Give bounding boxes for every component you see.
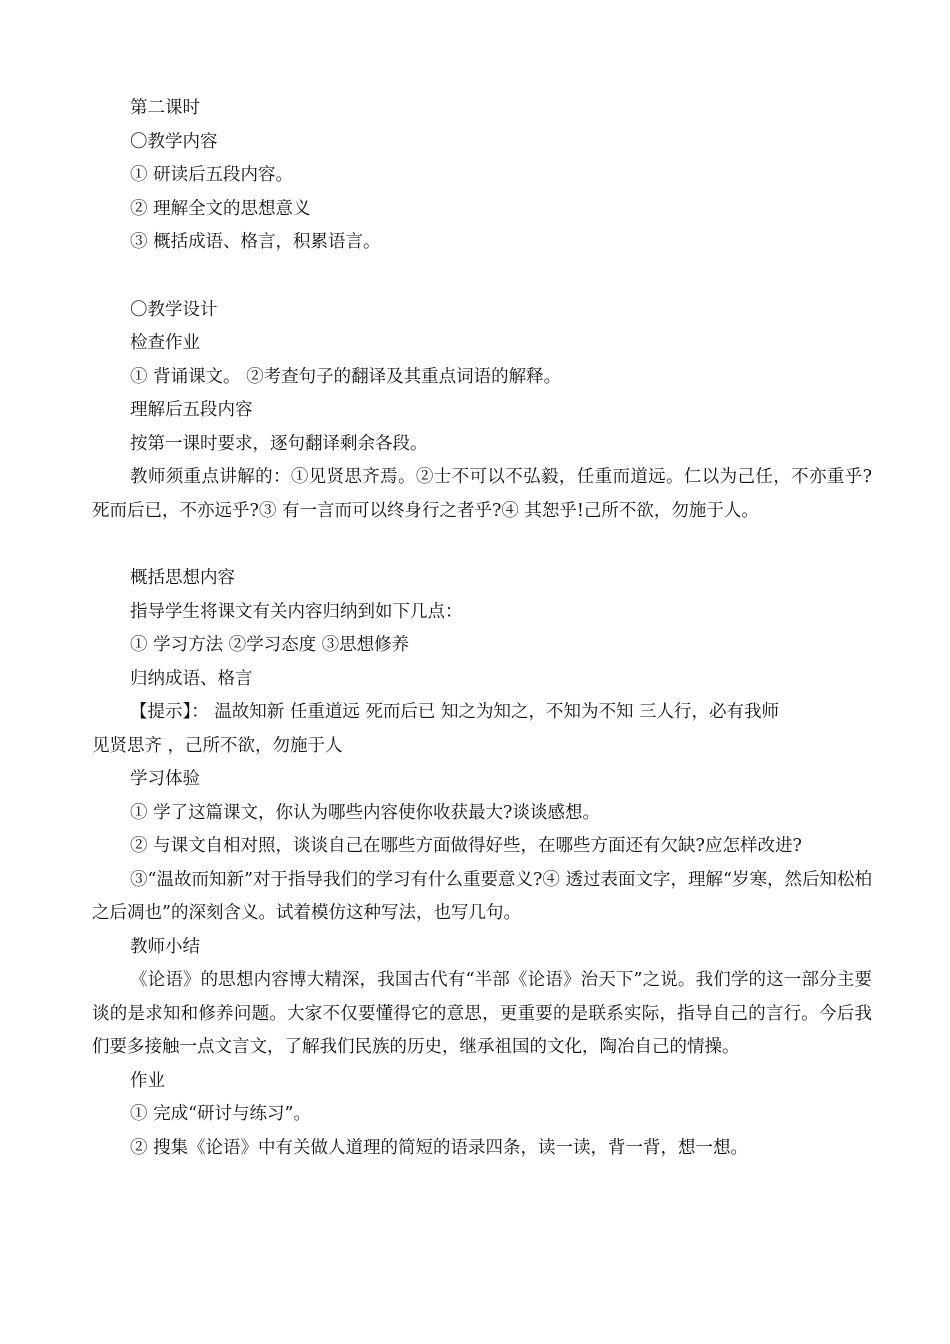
summary-heading: 概括思想内容 bbox=[130, 568, 235, 588]
experience-heading: 学习体验 bbox=[130, 769, 200, 789]
experience-item-paragraph: ③“温故而知新”对于指导我们的学习有什么重要意义?④ 透过表面文字，理解“岁寒，然后知松柏之后凋也”的深刻含义。试着模仿这种写法，也写几句。 bbox=[92, 869, 872, 923]
homework-item: ② 搜集《论语》中有关做人道理的简短的语录四条，读一读，背一背，想一想。 bbox=[130, 1137, 749, 1158]
conclusion-heading: 教师小结 bbox=[130, 936, 200, 957]
document-page bbox=[92, 92, 872, 1165]
teacher-explain-paragraph: 教师须重点讲解的：①见贤思齐焉。②士不可以不弘毅，任重而道远。仁以为己任，不亦重乎?死而后已，不亦远乎?③ 有一言而可以终身行之者乎?④ 其恕乎!己所不欲，勿施于人。 bbox=[92, 467, 872, 521]
check-heading: 检查作业 bbox=[130, 333, 200, 353]
summary-line: 指导学生将课文有关内容归纳到如下几点： bbox=[130, 601, 463, 622]
understand-heading: 理解后五段内容 bbox=[130, 400, 253, 420]
lesson-title: 第二课时 bbox=[130, 98, 200, 118]
spacer bbox=[92, 260, 872, 294]
content-item: ③ 概括成语、格言，积累语言。 bbox=[130, 232, 381, 252]
understand-line: 按第一课时要求，逐句翻译剩余各段。 bbox=[130, 433, 428, 454]
spacer bbox=[92, 528, 872, 562]
experience-item: ② 与课文自相对照，谈谈自己在哪些方面做得好些，在哪些方面还有欠缺?应怎样改进? bbox=[130, 836, 802, 856]
check-item: ① 背诵课文。 ②考查句子的翻译及其重点词语的解释。 bbox=[130, 366, 562, 387]
conclusion-paragraph: 《论语》的思想内容博大精深，我国古代有“半部《论语》治天下”之说。我们学的这一部分主要谈的是求知和修养问题。大家不仅要懂得它的意思，更重要的是联系实际，指导自己的言行。今后我们要多接触一点文言文，了解我们民族的历史，继承祖国的文化，陶冶自己的情操。 bbox=[92, 970, 872, 1057]
hint-line-continued: 见贤思齐 ，己所不欲，勿施于人 bbox=[92, 735, 343, 756]
summary-points: ① 学习方法 ②学习态度 ③思想修养 bbox=[130, 635, 410, 655]
experience-item: ① 学了这篇课文，你认为哪些内容使你收获最大?谈谈感想。 bbox=[130, 802, 600, 823]
design-heading: 〇教学设计 bbox=[130, 299, 218, 320]
hint-line: 【提示】： 温故知新 任重道远 死而后已 知之为知之，不知为不知 三人行，必有我师 bbox=[130, 702, 780, 722]
content-item: ② 理解全文的思想意义 bbox=[130, 198, 311, 219]
homework-item: ① 完成“研讨与练习”。 bbox=[130, 1104, 311, 1124]
homework-heading: 作业 bbox=[130, 1070, 165, 1091]
content-item: ① 研读后五段内容。 bbox=[130, 165, 294, 185]
idiom-heading: 归纳成语、格言 bbox=[130, 668, 253, 689]
content-heading: 〇教学内容 bbox=[130, 131, 218, 152]
